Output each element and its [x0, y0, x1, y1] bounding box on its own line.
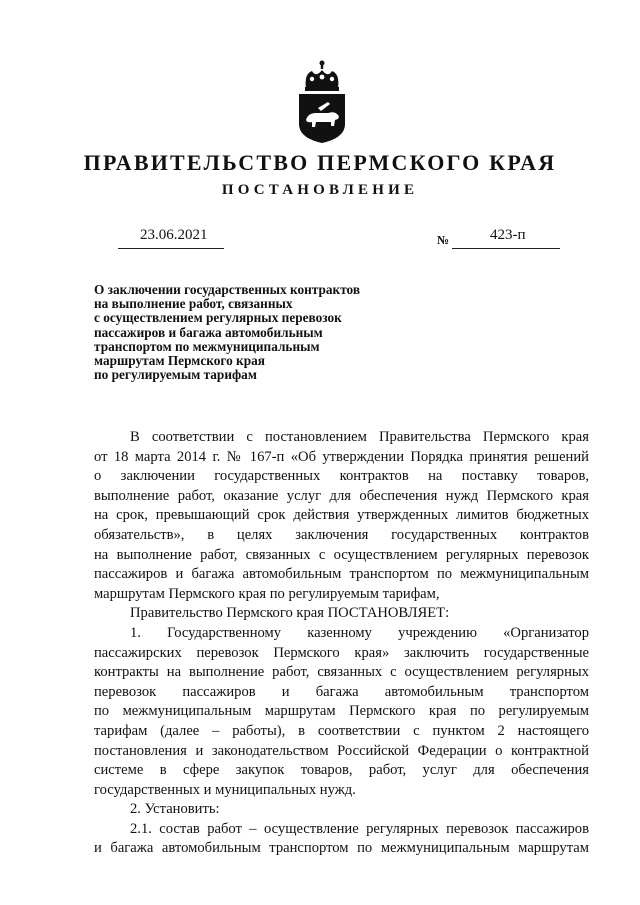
- body-line: 2. Установить:: [130, 801, 220, 818]
- subject-line: О заключении государственных контрактов: [94, 282, 361, 297]
- body-line: выполнение работ, оказание услуг для обеспечения нужд Пермского края: [94, 487, 589, 504]
- body-line: по межмуниципальным маршрутам Пермского края по регулируемым: [94, 703, 589, 720]
- subject-line: по регулируемым тарифам: [94, 367, 257, 383]
- body-line: от 18 марта 2014 г. № 167-п «Об утверждении Порядка принятия решений: [94, 448, 589, 465]
- body-line: на выполнение работ, связанных с осуществлением регулярных перевозок: [94, 546, 589, 563]
- body-line: В соответствии с постановлением Правительства Пермского края: [130, 429, 589, 445]
- document-date: 23.06.2021: [140, 227, 208, 243]
- crown-icon: [305, 61, 339, 92]
- document-subject: [94, 283, 424, 382]
- document-number: 423-п: [490, 227, 526, 243]
- subject-line: пассажиров и багажа автомобильным: [94, 324, 323, 340]
- subject-line: транспортом по межмуниципальным: [94, 338, 320, 354]
- document-body: [94, 428, 589, 859]
- body-line: 2.1. состав работ – осуществление регулярных перевозок пассажиров: [130, 820, 589, 837]
- number-sign: №: [437, 233, 450, 247]
- body-line: 1. Государственному казенному учреждению «Организатор: [130, 624, 589, 641]
- subject-line: с осуществлением регулярных перевозок: [94, 310, 342, 326]
- body-line: Правительство Пермского края ПОСТАНОВЛЯЕТ:: [130, 605, 450, 622]
- body-line: пассажиров и багажа автомобильным транспортом по межмуниципальным: [94, 566, 589, 583]
- number-underline: [452, 248, 560, 249]
- body-line: и багажа автомобильным транспортом по межмуниципальным маршрутам: [94, 840, 589, 857]
- shield-icon: [299, 94, 345, 143]
- body-line: контракты на выполнение работ, связанных с осуществлением регулярных: [94, 664, 589, 681]
- document-type: ПОСТАНОВЛЕНИЕ: [221, 182, 419, 198]
- body-line: тарифам (далее – работы), в соответствии с пунктом 2 настоящего: [94, 722, 589, 739]
- body-line: о заключении государственных контрактов на поставку товаров,: [94, 468, 589, 485]
- body-line: обязательств», в целях заключения государственных контрактов: [94, 526, 589, 543]
- body-line: перевозок пассажиров и багажа автомобильным транспортом: [94, 683, 589, 700]
- body-line: государственных и муниципальных нужд.: [94, 781, 356, 798]
- government-title: ПРАВИТЕЛЬСТВО ПЕРМСКОГО КРАЯ: [83, 150, 557, 175]
- body-line: на срок, превышающий срок действия утвержденных лимитов бюджетных: [94, 507, 589, 524]
- date-underline: [118, 248, 224, 249]
- body-line: пассажирских перевозок Пермского края» заключить государственные: [94, 644, 589, 661]
- body-line: системе в сфере закупок товаров, работ, услуг для обеспечения: [94, 762, 589, 779]
- coat-of-arms-emblem: [294, 58, 350, 144]
- subject-line: на выполнение работ, связанных: [94, 296, 293, 312]
- body-line: постановления и законодательством Российской Федерации о контрактной: [94, 742, 589, 759]
- body-line: маршрутам Пермского края по регулируемым тарифам,: [94, 585, 440, 602]
- subject-line: маршрутам Пермского края: [94, 353, 265, 369]
